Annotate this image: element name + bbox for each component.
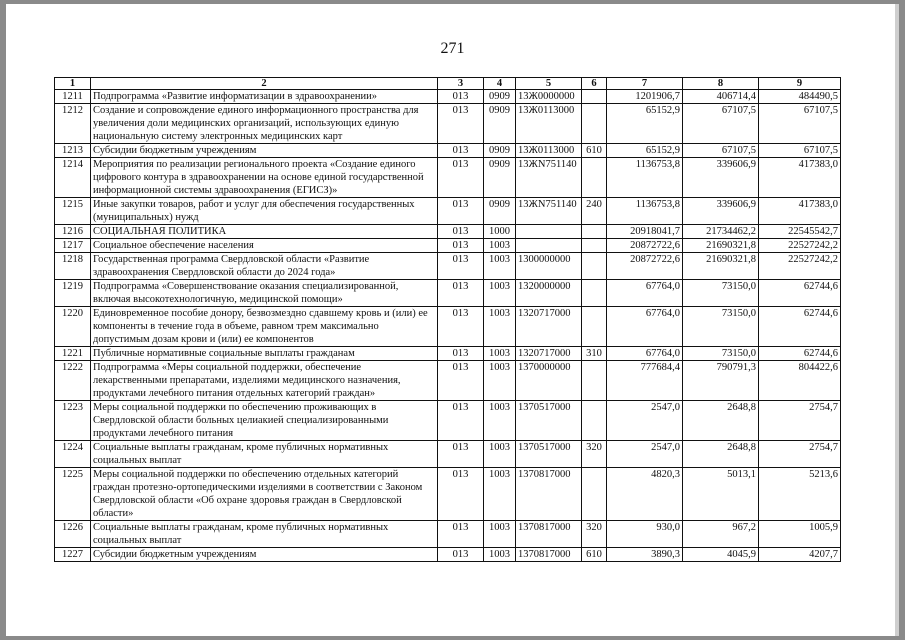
table-row bbox=[55, 521, 841, 548]
row-amount-3: 417383,0 bbox=[759, 198, 841, 225]
table-row bbox=[55, 307, 841, 347]
row-target-code: 1300000000 bbox=[516, 253, 582, 280]
row-amount-2: 4045,9 bbox=[683, 548, 759, 562]
row-section-code: 0909 bbox=[484, 198, 516, 225]
row-ministry-code: 013 bbox=[438, 468, 484, 521]
table-row bbox=[55, 239, 841, 253]
row-section-code: 1003 bbox=[484, 401, 516, 441]
table-header-row bbox=[55, 78, 841, 90]
row-ministry-code: 013 bbox=[438, 280, 484, 307]
row-name: Подпрограмма «Совершенствование оказания специализированной, включая высокотехнологичную, медицинской помощи» bbox=[91, 280, 438, 307]
row-target-code: 13ЖN751140 bbox=[516, 158, 582, 198]
row-ministry-code: 013 bbox=[438, 253, 484, 280]
row-amount-3: 484490,5 bbox=[759, 90, 841, 104]
row-number: 1212 bbox=[55, 104, 91, 144]
row-ministry-code: 013 bbox=[438, 90, 484, 104]
row-number: 1218 bbox=[55, 253, 91, 280]
row-section-code: 1003 bbox=[484, 441, 516, 468]
row-section-code: 1003 bbox=[484, 280, 516, 307]
row-amount-3: 22527242,2 bbox=[759, 253, 841, 280]
row-amount-1: 4820,3 bbox=[607, 468, 683, 521]
row-target-code: 1370817000 bbox=[516, 468, 582, 521]
row-section-code: 1003 bbox=[484, 361, 516, 401]
row-target-code: 1320717000 bbox=[516, 347, 582, 361]
row-section-code: 1000 bbox=[484, 225, 516, 239]
row-number: 1217 bbox=[55, 239, 91, 253]
row-expense-type bbox=[582, 225, 607, 239]
row-section-code: 0909 bbox=[484, 144, 516, 158]
row-amount-1: 1136753,8 bbox=[607, 198, 683, 225]
row-number: 1214 bbox=[55, 158, 91, 198]
row-amount-1: 3890,3 bbox=[607, 548, 683, 562]
row-expense-type: 610 bbox=[582, 548, 607, 562]
row-amount-1: 67764,0 bbox=[607, 307, 683, 347]
row-amount-2: 339606,9 bbox=[683, 198, 759, 225]
row-number: 1224 bbox=[55, 441, 91, 468]
row-amount-1: 2547,0 bbox=[607, 441, 683, 468]
row-ministry-code: 013 bbox=[438, 307, 484, 347]
table-row bbox=[55, 361, 841, 401]
row-name: Публичные нормативные социальные выплаты гражданам bbox=[91, 347, 438, 361]
row-target-code: 1370000000 bbox=[516, 361, 582, 401]
row-amount-2: 21690321,8 bbox=[683, 253, 759, 280]
row-amount-1: 930,0 bbox=[607, 521, 683, 548]
row-expense-type bbox=[582, 104, 607, 144]
table-row bbox=[55, 253, 841, 280]
row-ministry-code: 013 bbox=[438, 198, 484, 225]
row-number: 1220 bbox=[55, 307, 91, 347]
row-number: 1226 bbox=[55, 521, 91, 548]
header-cell: 1 bbox=[55, 78, 91, 90]
table-row bbox=[55, 468, 841, 521]
budget-table bbox=[54, 77, 841, 562]
row-amount-2: 21734462,2 bbox=[683, 225, 759, 239]
row-name: Субсидии бюджетным учреждениям bbox=[91, 144, 438, 158]
row-ministry-code: 013 bbox=[438, 401, 484, 441]
row-ministry-code: 013 bbox=[438, 347, 484, 361]
row-amount-3: 22527242,2 bbox=[759, 239, 841, 253]
row-amount-1: 67764,0 bbox=[607, 280, 683, 307]
row-amount-3: 4207,7 bbox=[759, 548, 841, 562]
row-amount-3: 67107,5 bbox=[759, 104, 841, 144]
row-ministry-code: 013 bbox=[438, 144, 484, 158]
row-expense-type: 610 bbox=[582, 144, 607, 158]
table-row bbox=[55, 144, 841, 158]
row-amount-3: 5213,6 bbox=[759, 468, 841, 521]
header-cell: 7 bbox=[607, 78, 683, 90]
row-target-code: 1370817000 bbox=[516, 548, 582, 562]
row-amount-2: 73150,0 bbox=[683, 347, 759, 361]
row-name: Иные закупки товаров, работ и услуг для обеспечения государственных (муниципальных) нужд bbox=[91, 198, 438, 225]
row-expense-type bbox=[582, 280, 607, 307]
row-section-code: 0909 bbox=[484, 104, 516, 144]
row-expense-type bbox=[582, 307, 607, 347]
row-target-code: 1320717000 bbox=[516, 307, 582, 347]
row-target-code: 1370517000 bbox=[516, 441, 582, 468]
table-row bbox=[55, 198, 841, 225]
row-expense-type: 320 bbox=[582, 521, 607, 548]
header-cell: 4 bbox=[484, 78, 516, 90]
row-expense-type: 240 bbox=[582, 198, 607, 225]
row-amount-3: 2754,7 bbox=[759, 441, 841, 468]
row-amount-2: 967,2 bbox=[683, 521, 759, 548]
row-expense-type bbox=[582, 361, 607, 401]
row-section-code: 0909 bbox=[484, 158, 516, 198]
header-cell: 8 bbox=[683, 78, 759, 90]
header-cell: 2 bbox=[91, 78, 438, 90]
row-ministry-code: 013 bbox=[438, 225, 484, 239]
page-number: 271 bbox=[440, 40, 465, 57]
row-target-code: 1320000000 bbox=[516, 280, 582, 307]
row-section-code: 1003 bbox=[484, 253, 516, 280]
row-target-code: 13Ж0113000 bbox=[516, 104, 582, 144]
row-expense-type bbox=[582, 158, 607, 198]
row-name: Социальное обеспечение населения bbox=[91, 239, 438, 253]
row-name: Меры социальной поддержки по обеспечению отдельных категорий граждан протезно-ортопедическими изделиями в соответствии с Законом Свердловской области «Об охране здоровья граждан в Свердловской области» bbox=[91, 468, 438, 521]
table-row bbox=[55, 225, 841, 239]
row-amount-3: 62744,6 bbox=[759, 347, 841, 361]
row-expense-type bbox=[582, 468, 607, 521]
row-amount-2: 73150,0 bbox=[683, 307, 759, 347]
header-cell: 3 bbox=[438, 78, 484, 90]
row-number: 1227 bbox=[55, 548, 91, 562]
header-cell: 5 bbox=[516, 78, 582, 90]
row-amount-3: 62744,6 bbox=[759, 280, 841, 307]
document-page bbox=[6, 4, 899, 636]
row-amount-2: 21690321,8 bbox=[683, 239, 759, 253]
row-amount-3: 417383,0 bbox=[759, 158, 841, 198]
row-amount-1: 65152,9 bbox=[607, 144, 683, 158]
row-ministry-code: 013 bbox=[438, 548, 484, 562]
row-number: 1213 bbox=[55, 144, 91, 158]
row-expense-type: 320 bbox=[582, 441, 607, 468]
row-expense-type bbox=[582, 253, 607, 280]
row-target-code: 1370517000 bbox=[516, 401, 582, 441]
row-amount-3: 804422,6 bbox=[759, 361, 841, 401]
row-amount-2: 67107,5 bbox=[683, 144, 759, 158]
row-target-code bbox=[516, 225, 582, 239]
table-row bbox=[55, 104, 841, 144]
row-name: Подпрограмма «Меры социальной поддержки, обеспечение лекарственными препаратами, изделиями медицинского назначения, продуктами лечебного питания отдельных категорий граждан» bbox=[91, 361, 438, 401]
row-section-code: 1003 bbox=[484, 548, 516, 562]
row-expense-type bbox=[582, 90, 607, 104]
row-target-code bbox=[516, 239, 582, 253]
row-expense-type bbox=[582, 401, 607, 441]
row-amount-3: 67107,5 bbox=[759, 144, 841, 158]
row-amount-2: 2648,8 bbox=[683, 441, 759, 468]
row-name: Мероприятия по реализации регионального проекта «Создание единого цифрового контура в здравоохранении на основе единой государственной информационной системы здравоохранения (ЕГИСЗ)» bbox=[91, 158, 438, 198]
row-name: Социальные выплаты гражданам, кроме публичных нормативных социальных выплат bbox=[91, 441, 438, 468]
row-amount-1: 1201906,7 bbox=[607, 90, 683, 104]
row-amount-1: 20918041,7 bbox=[607, 225, 683, 239]
row-section-code: 1003 bbox=[484, 521, 516, 548]
row-expense-type: 310 bbox=[582, 347, 607, 361]
row-amount-1: 20872722,6 bbox=[607, 239, 683, 253]
table-row bbox=[55, 441, 841, 468]
table-row bbox=[55, 347, 841, 361]
header-cell: 6 bbox=[582, 78, 607, 90]
row-name: Создание и сопровождение единого информационного пространства для увеличения доли медицинских организаций, использующих единую национальную систему электронных медицинских карт bbox=[91, 104, 438, 144]
row-name: Субсидии бюджетным учреждениям bbox=[91, 548, 438, 562]
row-target-code: 1370817000 bbox=[516, 521, 582, 548]
row-number: 1215 bbox=[55, 198, 91, 225]
row-amount-3: 1005,9 bbox=[759, 521, 841, 548]
row-amount-2: 406714,4 bbox=[683, 90, 759, 104]
row-name: Государственная программа Свердловской области «Развитие здравоохранения Свердловской области до 2024 года» bbox=[91, 253, 438, 280]
row-amount-1: 20872722,6 bbox=[607, 253, 683, 280]
row-number: 1221 bbox=[55, 347, 91, 361]
row-amount-3: 22545542,7 bbox=[759, 225, 841, 239]
row-name: Социальные выплаты гражданам, кроме публичных нормативных социальных выплат bbox=[91, 521, 438, 548]
row-section-code: 1003 bbox=[484, 468, 516, 521]
row-ministry-code: 013 bbox=[438, 239, 484, 253]
row-section-code: 0909 bbox=[484, 90, 516, 104]
row-number: 1216 bbox=[55, 225, 91, 239]
row-name: СОЦИАЛЬНАЯ ПОЛИТИКА bbox=[91, 225, 438, 239]
row-amount-2: 73150,0 bbox=[683, 280, 759, 307]
header-cell: 9 bbox=[759, 78, 841, 90]
row-name: Меры социальной поддержки по обеспечению проживающих в Свердловской области больных целиакией специализированными продуктами лечебного питания bbox=[91, 401, 438, 441]
row-amount-1: 67764,0 bbox=[607, 347, 683, 361]
page-edge bbox=[895, 4, 899, 636]
row-ministry-code: 013 bbox=[438, 441, 484, 468]
row-section-code: 1003 bbox=[484, 307, 516, 347]
table-row bbox=[55, 280, 841, 307]
row-amount-1: 777684,4 bbox=[607, 361, 683, 401]
row-name: Единовременное пособие донору, безвозмездно сдавшему кровь и (или) ее компоненты в течение года в объеме, равном трем максимально допустимым дозам крови и (или) ее компонентов bbox=[91, 307, 438, 347]
row-number: 1211 bbox=[55, 90, 91, 104]
table-row bbox=[55, 90, 841, 104]
table-row bbox=[55, 548, 841, 562]
row-target-code: 13ЖN751140 bbox=[516, 198, 582, 225]
row-section-code: 1003 bbox=[484, 239, 516, 253]
row-section-code: 1003 bbox=[484, 347, 516, 361]
row-amount-1: 2547,0 bbox=[607, 401, 683, 441]
table-row bbox=[55, 401, 841, 441]
row-number: 1223 bbox=[55, 401, 91, 441]
row-amount-2: 5013,1 bbox=[683, 468, 759, 521]
row-amount-3: 2754,7 bbox=[759, 401, 841, 441]
row-ministry-code: 013 bbox=[438, 361, 484, 401]
table-row bbox=[55, 158, 841, 198]
row-number: 1225 bbox=[55, 468, 91, 521]
row-target-code: 13Ж0113000 bbox=[516, 144, 582, 158]
row-amount-1: 1136753,8 bbox=[607, 158, 683, 198]
row-name: Подпрограмма «Развитие информатизации в здравоохранении» bbox=[91, 90, 438, 104]
row-number: 1222 bbox=[55, 361, 91, 401]
row-amount-2: 2648,8 bbox=[683, 401, 759, 441]
row-number: 1219 bbox=[55, 280, 91, 307]
row-expense-type bbox=[582, 239, 607, 253]
row-amount-2: 339606,9 bbox=[683, 158, 759, 198]
row-amount-2: 790791,3 bbox=[683, 361, 759, 401]
row-amount-1: 65152,9 bbox=[607, 104, 683, 144]
row-ministry-code: 013 bbox=[438, 158, 484, 198]
row-ministry-code: 013 bbox=[438, 104, 484, 144]
row-amount-3: 62744,6 bbox=[759, 307, 841, 347]
row-target-code: 13Ж0000000 bbox=[516, 90, 582, 104]
row-amount-2: 67107,5 bbox=[683, 104, 759, 144]
row-ministry-code: 013 bbox=[438, 521, 484, 548]
